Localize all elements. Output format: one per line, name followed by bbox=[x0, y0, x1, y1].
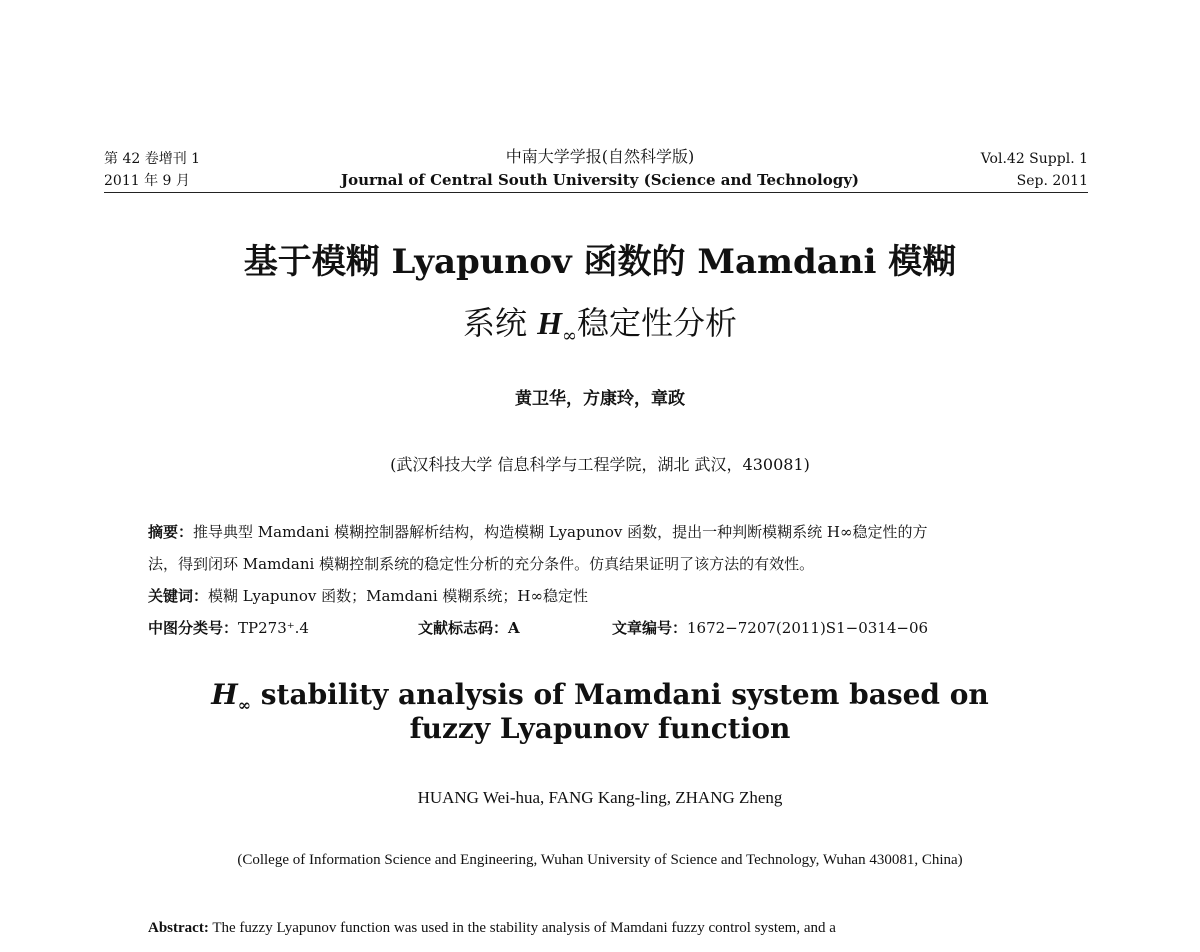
cn-title-h: H bbox=[537, 305, 563, 341]
header-rule bbox=[104, 192, 1088, 193]
cn-abstract-line1 bbox=[148, 522, 1068, 542]
article-number bbox=[612, 618, 928, 638]
en-title-rest: stability analysis of Mamdani system based on bbox=[251, 678, 989, 711]
cn-title-inf: ∞ bbox=[562, 325, 578, 347]
cn-abstract-line2: 法，得到闭环 Mamdani 模糊控制系统的稳定性分析的充分条件。仿真结果证明了该方法的有效性。 bbox=[148, 555, 815, 573]
journal-name-cn: 中南大学学报(自然科学版) bbox=[505, 147, 695, 166]
volume-en: Vol.42 Suppl. 1 bbox=[980, 151, 1088, 167]
volume-issue: 第 42 卷增刊 1 bbox=[104, 151, 201, 167]
cn-title-line1: 基于模糊 Lyapunov 函数的 Mamdani 模糊 bbox=[243, 242, 957, 282]
cn-title-suffix: 稳定性分析 bbox=[577, 304, 738, 342]
cn-title-prefix: 系统 bbox=[462, 304, 538, 342]
en-title-h: H bbox=[211, 678, 238, 711]
en-authors: HUANG Wei-hua, FANG Kang-ling, ZHANG Zheng bbox=[417, 788, 783, 807]
cn-abstract-label: 摘要： bbox=[148, 523, 194, 541]
en-title-inf: ∞ bbox=[237, 695, 252, 715]
clc-number bbox=[148, 618, 309, 638]
document-code bbox=[418, 618, 520, 638]
journal-name-en: Journal of Central South University (Science and Technology) bbox=[340, 171, 860, 189]
doc-value: A bbox=[508, 619, 520, 637]
article-value: 1672−7207(2011)S1−0314−06 bbox=[687, 619, 929, 637]
en-title-line2: fuzzy Lyapunov function bbox=[409, 712, 791, 745]
article-label: 文章编号： bbox=[612, 619, 688, 637]
publication-date-cn: 2011 年 9 月 bbox=[104, 173, 190, 189]
doc-label: 文献标志码： bbox=[418, 619, 509, 637]
publication-date-en: Sep. 2011 bbox=[1016, 173, 1088, 189]
cn-authors: 黄卫华，方康玲，章政 bbox=[515, 389, 685, 409]
keywords-label: 关键词： bbox=[148, 587, 209, 605]
keywords bbox=[148, 586, 1068, 606]
keywords-text: 模糊 Lyapunov 函数；Mamdani 模糊系统；H∞稳定性 bbox=[208, 587, 588, 605]
cn-abstract-text1: 推导典型 Mamdani 模糊控制器解析结构，构造模糊 Lyapunov 函数，提出一种判断模糊系统 H∞稳定性的方 bbox=[193, 523, 928, 541]
en-abstract-text: The fuzzy Lyapunov function was used in the stability analysis of Mamdani fuzzy control system, and a bbox=[212, 920, 836, 936]
en-affiliation: (College of Information Science and Engineering, Wuhan University of Science and Technology, Wuhan 430081, China) bbox=[237, 852, 963, 868]
cn-affiliation: (武汉科技大学 信息科学与工程学院，湖北 武汉，430081) bbox=[390, 455, 810, 474]
clc-value: TP273⁺.4 bbox=[238, 619, 309, 637]
en-abstract-label: Abstract: bbox=[148, 920, 209, 936]
clc-label: 中图分类号： bbox=[148, 619, 239, 637]
en-abstract bbox=[148, 920, 1068, 937]
cn-title-line2 bbox=[0, 302, 1200, 357]
